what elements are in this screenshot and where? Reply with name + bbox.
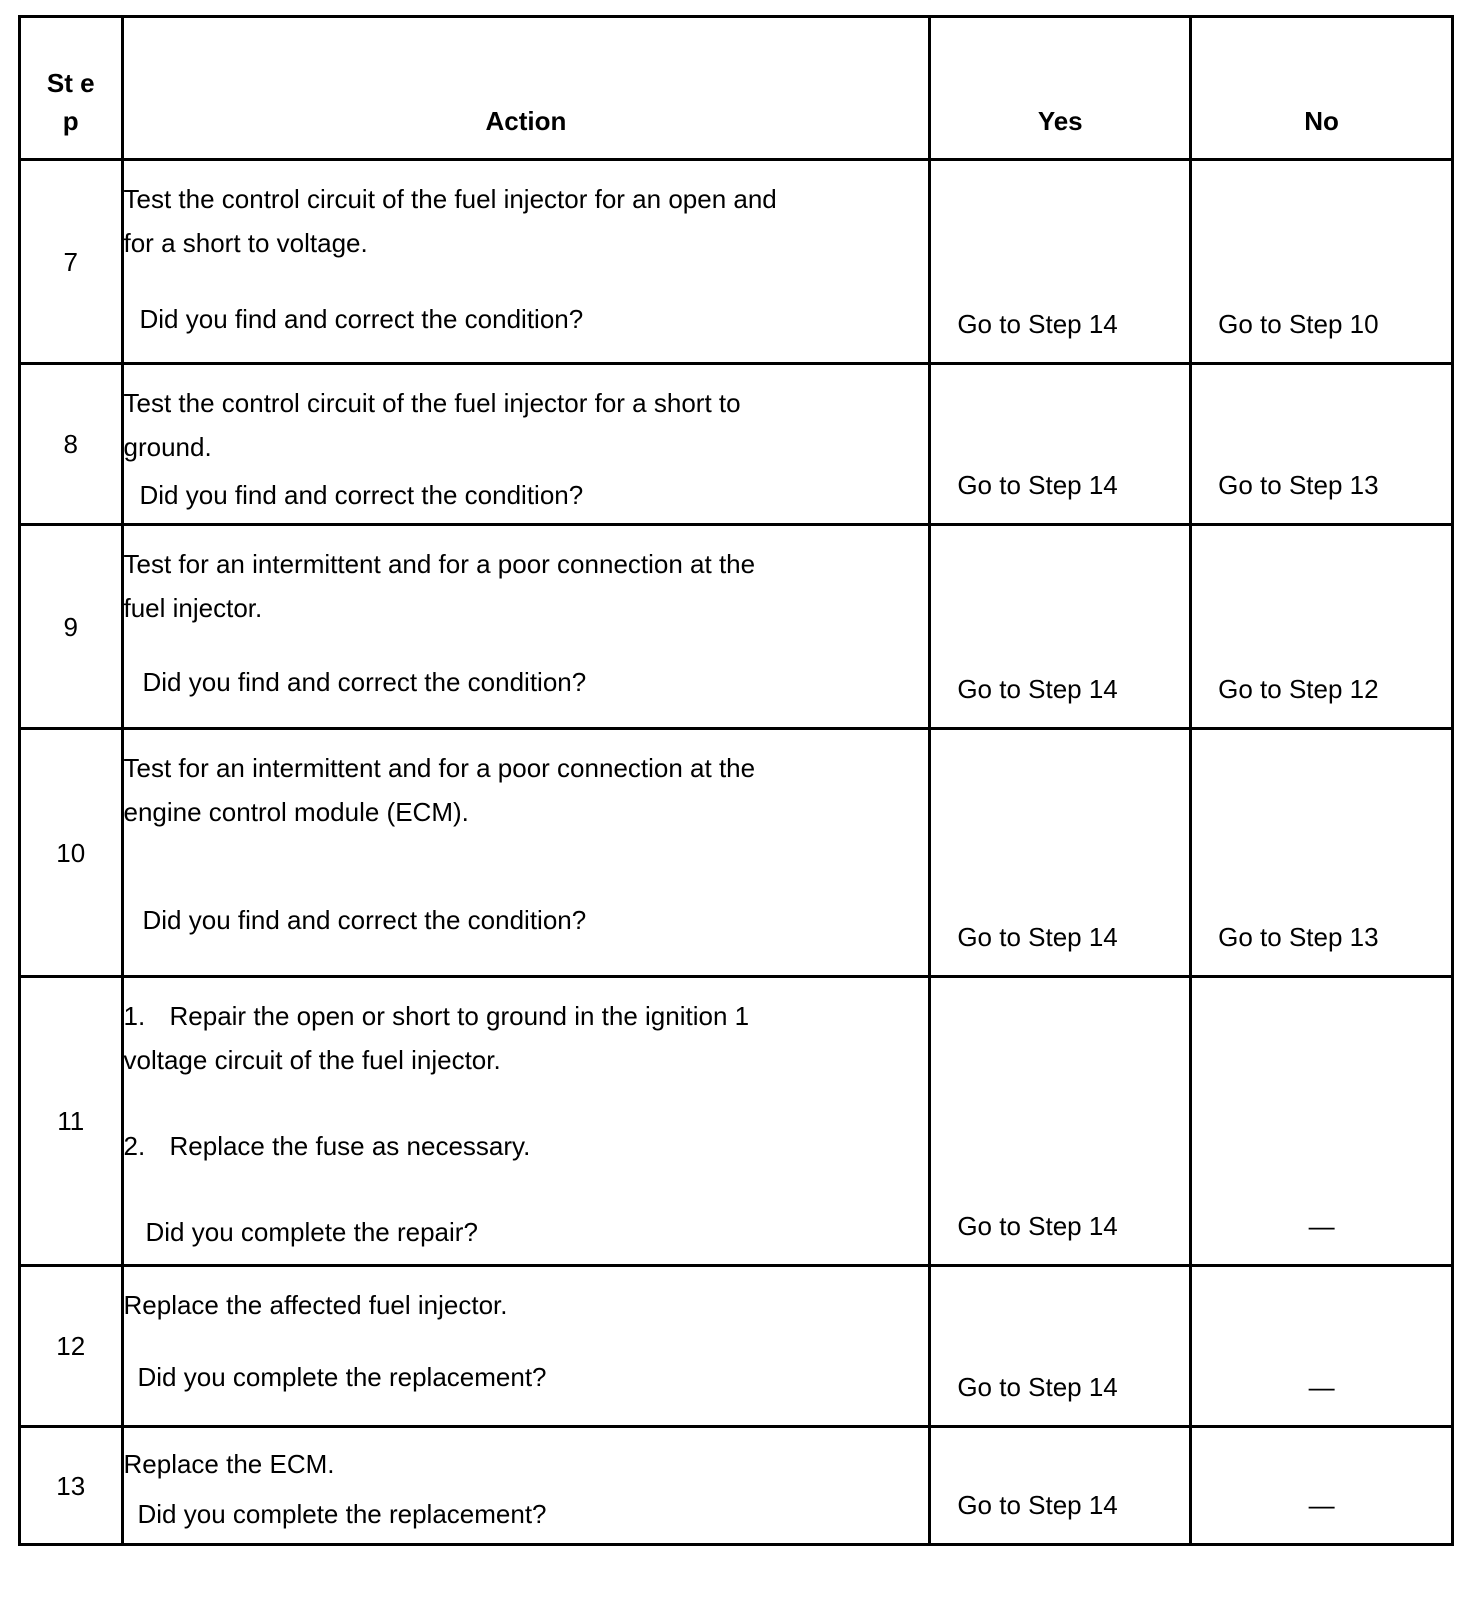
list-item bbox=[124, 1124, 929, 1168]
action-text: Test for an intermittent and for a poor connection at the bbox=[123, 753, 756, 783]
header-row bbox=[20, 17, 1453, 160]
list-item bbox=[124, 994, 929, 1038]
table-row bbox=[20, 729, 1453, 977]
yes-result: Go to Step 14 bbox=[957, 1211, 1118, 1241]
no-result: — bbox=[1308, 1490, 1335, 1520]
list-number: 2. bbox=[123, 1131, 146, 1161]
step-header-label: St ep bbox=[46, 68, 95, 136]
question-text: Did you complete the repair? bbox=[145, 1217, 478, 1247]
action-text: Replace the affected fuel injector. bbox=[123, 1290, 508, 1320]
step-number: 11 bbox=[57, 1106, 85, 1136]
action-cell bbox=[122, 364, 930, 525]
no-cell bbox=[1191, 977, 1453, 1266]
action-text: Test the control circuit of the fuel injector for an open and bbox=[123, 184, 777, 214]
action-cell bbox=[122, 1266, 930, 1427]
action-cell bbox=[122, 977, 930, 1266]
yes-cell bbox=[930, 525, 1191, 729]
step-cell bbox=[20, 525, 123, 729]
yes-header-label: Yes bbox=[1037, 106, 1083, 136]
action-header bbox=[122, 17, 930, 160]
step-number: 13 bbox=[56, 1470, 86, 1501]
no-header-label: No bbox=[1304, 106, 1339, 136]
no-cell bbox=[1191, 160, 1453, 364]
yes-cell bbox=[930, 1266, 1191, 1427]
table-row bbox=[20, 525, 1453, 729]
step-number: 8 bbox=[63, 429, 78, 459]
no-header bbox=[1191, 17, 1453, 160]
no-cell bbox=[1191, 1427, 1453, 1545]
diagnostic-steps-table bbox=[18, 15, 1454, 1546]
step-cell bbox=[20, 1427, 123, 1545]
step-header bbox=[20, 17, 123, 160]
repair-list bbox=[124, 978, 929, 1168]
yes-cell bbox=[930, 364, 1191, 525]
action-text: Test the control circuit of the fuel injector for a short to bbox=[123, 388, 741, 418]
no-result: — bbox=[1308, 1372, 1335, 1402]
no-result: Go to Step 10 bbox=[1218, 309, 1379, 339]
question-text: Did you complete the replacement? bbox=[137, 1499, 547, 1529]
action-cell bbox=[122, 160, 930, 364]
yes-result: Go to Step 14 bbox=[957, 1490, 1118, 1520]
no-result: Go to Step 13 bbox=[1218, 470, 1379, 500]
action-text: Test for an intermittent and for a poor connection at the bbox=[123, 549, 756, 579]
question-text: Did you find and correct the condition? bbox=[139, 304, 584, 334]
no-cell bbox=[1191, 364, 1453, 525]
yes-cell bbox=[930, 1427, 1191, 1545]
no-cell bbox=[1191, 1266, 1453, 1427]
action-text: for a short to voltage. bbox=[123, 228, 368, 258]
table-row bbox=[20, 1266, 1453, 1427]
yes-result: Go to Step 14 bbox=[957, 674, 1118, 704]
action-text: fuel injector. bbox=[123, 593, 263, 623]
yes-cell bbox=[930, 729, 1191, 977]
list-text-continued: voltage circuit of the fuel injector. bbox=[123, 1045, 501, 1075]
yes-cell bbox=[930, 160, 1191, 364]
yes-cell bbox=[930, 977, 1191, 1266]
yes-header bbox=[930, 17, 1191, 160]
no-result: — bbox=[1308, 1211, 1335, 1241]
action-cell bbox=[122, 1427, 930, 1545]
question-text: Did you find and correct the condition? bbox=[142, 905, 587, 935]
step-cell bbox=[20, 364, 123, 525]
step-number: 9 bbox=[63, 611, 78, 642]
action-text: Replace the ECM. bbox=[123, 1449, 335, 1479]
no-result: Go to Step 12 bbox=[1218, 674, 1379, 704]
list-text: Repair the open or short to ground in the ignition 1 bbox=[169, 1001, 750, 1031]
step-number: 10 bbox=[56, 837, 86, 868]
step-cell bbox=[20, 160, 123, 364]
step-cell bbox=[20, 1266, 123, 1427]
step-cell bbox=[20, 729, 123, 977]
table-row bbox=[20, 160, 1453, 364]
yes-result: Go to Step 14 bbox=[957, 470, 1118, 500]
action-text: ground. bbox=[123, 432, 212, 462]
question-text: Did you find and correct the condition? bbox=[139, 480, 584, 510]
table-row bbox=[20, 977, 1453, 1266]
yes-result: Go to Step 14 bbox=[957, 309, 1118, 339]
action-cell bbox=[122, 729, 930, 977]
question-text: Did you complete the replacement? bbox=[137, 1362, 547, 1392]
yes-result: Go to Step 14 bbox=[957, 922, 1118, 952]
yes-result: Go to Step 14 bbox=[957, 1372, 1118, 1402]
action-cell bbox=[122, 525, 930, 729]
step-number: 7 bbox=[63, 246, 78, 277]
table-row bbox=[20, 1427, 1453, 1545]
table-row bbox=[20, 364, 1453, 525]
question-text: Did you find and correct the condition? bbox=[142, 667, 587, 697]
no-cell bbox=[1191, 525, 1453, 729]
action-header-label: Action bbox=[485, 106, 567, 136]
step-cell bbox=[20, 977, 123, 1266]
no-cell bbox=[1191, 729, 1453, 977]
list-text: Replace the fuse as necessary. bbox=[169, 1131, 531, 1161]
action-text: engine control module (ECM). bbox=[123, 797, 469, 827]
list-number: 1. bbox=[123, 1001, 146, 1031]
no-result: Go to Step 13 bbox=[1218, 922, 1379, 952]
step-number: 12 bbox=[56, 1331, 86, 1361]
